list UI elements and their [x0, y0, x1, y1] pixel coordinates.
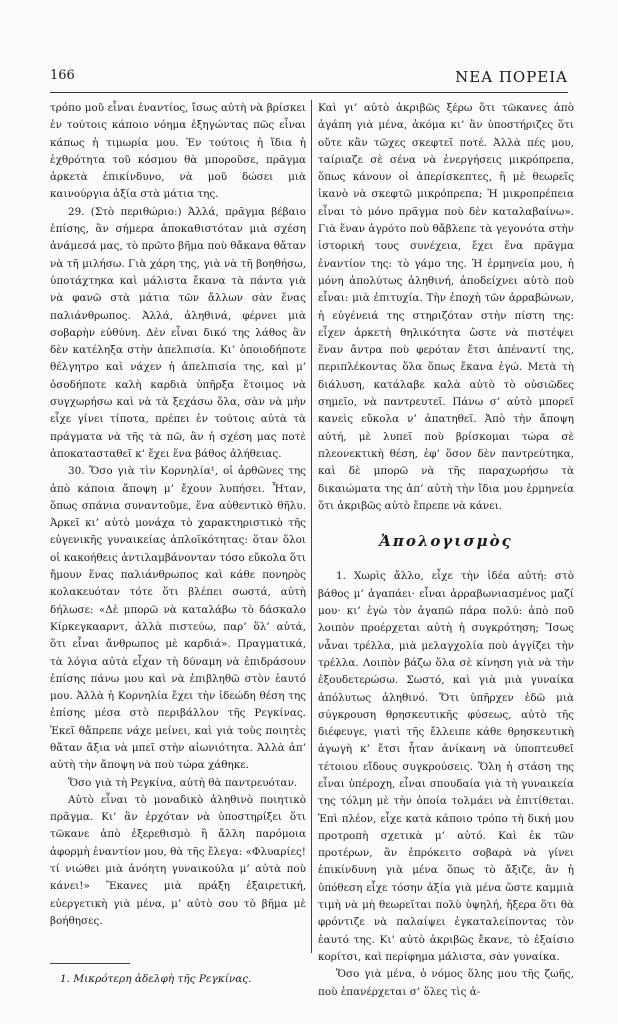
paragraph-30: 30. Ὅσο γιὰ τὶν Κορνηλία¹, οἱ ἀρθῶνες της ἀπὸ κάποια ἄποψη μ’ ἔχουν λυπήσει. Ἦταν, ὅπως σπάνια συναντοῦμε, ἕνα αὐθεντικὸ θῆλυ. Ἀρκεῖ κι’ αὐτὸ μονάχα τὸ χαρακτηριστικὸ τῆς εὐγενικῆς γυναικείας ἀπλοϊκότητας: ὅταν ὅλοι οἱ κακοήθεις ἀντιλαμβάνονταν τόσο εὔκολα ὅτι ἤμουν ἕνας παλιάνθρωπος καὶ κάθε πονηρὸς κολακευόταν τότε ὅτι βλέπει σωστά, αὐτὴ δήλωσε: «Δὲ μπορῶ νὰ καταλάβω τὸ δάσκαλο Κίρκεγκααρντ, ἀλλὰ πιστεύω, παρ’ ὅλ’ αὐτά, ὅτι εἶναι ἄνθρωπος μὲ καρδιά». Πραγματικά, τὰ λόγια αὐτὰ εἶχαν τὴ δύναμη νὰ ἐπιδράσουν ἐπίσης πάνω μου καὶ νὰ ἐπιβληθῶ στὸν ἑαυτό μου. Ἀλλὰ ἡ Κορνηλία ἔχει τὴν ἰδεώδη θέση της ἐπίσης μέσα στὸ περιβάλλον τῆς Ρεγκίνας. Ἐκεῖ θἄπρεπε νάχε μείνει, καὶ γιὰ τοὺς ποιητὲς θἄταν ἄξια νὰ μπεῖ στὴν αἰωνιότητα. Ἀλλὰ ἀπ’ αὐτὴ τὴν ἄποψη νὰ ποὺ τώρα χάθηκε. — [50, 465, 306, 772]
paragraph-1: 1. Χωρὶς ἄλλο, εἶχε τὴν ἰδέα αὐτή: στὸ βάθος μ’ ἀγαπάει· εἶναι ἀρραβωνιασμένος μαζί μου· κι’ ἐγὼ τὸν ἀγαπῶ πάρα πολύ: ἀπὸ ποῦ λοιπὸν προέρχεται αὐτὴ ἡ συγκρότηση; Ἴσως νἆναι τρέλλα, μιὰ μελαγχολία ποὺ ἀγγίζει τὴν τρέλλα. Λοιπὸν βάζω ὅλα σὲ κίνηση γιὰ νὰ τὴν ἐξουδετερώσω. Σωστό, καὶ γιὰ μιὰ γυναίκα ἀπόλυτως ἀληθινό. Ὅτι ὑπῆρχεν ἐδῶ μιὰ σύγκρουση θρησκευτικῆς φύσεως, αὐτὸ τῆς διέφευγε, γιατὶ τῆς ἔλλειπε κάθε θρησκευτικὴ ἀγωγὴ κ’ ἔτσι ἦταν ἀνίκανη νὰ ὑποπτευθεῖ τέτοιου εἴδους συγκρούσεις. Ὅλη ἡ στάση της εἶναι ὑπέροχη, εἶναι σπουδαία γιὰ τὴ γυναικεία της τόλμη μὲ τὴν ὁποία τολμάει νὰ ἐπιτίθεται. Ἐπὶ πλέον, εἶχε κατὰ κάποιο τρόπο τὴ δική μου προτροπὴ σχετικὰ μ’ αὐτό. Καὶ ἐκ τῶν προτέρων, ἂν ἐπρόκειτο σοβαρὰ νὰ γίνει ἐπικίνδυνη γιὰ μένα ὅπως τὸ ἄξιζε, ἂν ἡ ὑπόθεση εἶχε τόσην ἀξία γιὰ μένα ὥστε καμμιὰ τιμὴ νὰ μὴ θεωρεῖται πολὺ ὑψηλή, ἤξερα ὅτι θὰ φρόντιζε νὰ παλαίψει ἐγκαταλείποντας τὸν ἑαυτό της. Κι’ αὐτὸ ἀκριβῶς ἔκανε, τὸ ἐξαίσιο κορίτσι, καὶ περίφημα μάλιστα, σὰν γυναίκα. — [318, 570, 574, 963]
paragraph-regina: Ὅσο γιὰ τὴ Ρεγκίνα, αὐτὴ θὰ παντρευόταν. — [68, 776, 298, 789]
column-divider — [311, 100, 312, 953]
paragraph-continuation-right: Καὶ γι’ αὐτὸ ἀκριβῶς ξέρω ὅτι τῶκανες ἀπὸ ἀγάπη γιὰ μένα, ἀκόμα κι’ ἂν ὑποστήριζες ὅτι οὔτε κἂν τῶχες σκεφτεῖ ποτέ. Ἀλλὰ πές μου, ταίριαζε σὲ σένα νὰ ἐνεργήσεις μικρόπρεπα, ὅπως κάνουν οἱ ἀπερίσκεπτες, ἢ μὲ θεωρεῖς ἱκανὸ νὰ σκεφτῶ μικρόπρεπα; Ἡ μικροπρέπεια εἶναι τὸ μόνο πρᾶγμα ποὺ δὲν καταλαβαίνω». Γιὰ ἕναν ἀγρότο ποὺ θἄβλεπε τὰ γεγονότα στὴν ἱστορική τους συνέχεια, ἔχει ἕνα πρᾶγμα ἐναντίον της: τὸ γάμο της. Ἡ ἑρμηνεία μου, ἡ μόνη ἀπολύτως ἀληθινή, ἀποδείχνει αὐτὸ ποὺ εἶναι: μιὰ ἐπιτυχία. Τὴν ἐποχὴ τῶν ἀρραβώνων, ἡ εὐγένειά της στηριζόταν στὴν πίστη της: εἶχεν ἀρκετὴ θηλικότητα ὥστε νὰ πιστέψει ἕναν ἄντρα ποὺ φερόταν ἔτσι ἀπέναντί της, περιπλέκοντας ὅλα ὅπως ἔκανα ἐγώ. Μετὰ τὴ διάλυση, κατάλαβε καλὰ αὐτὸ τὸ οὐσιῶδες σημεῖο, νὰ παντρευτεῖ. Πάνω σ’ αὐτὸ μπορεῖ κανεὶς εὔκολα ν’ ἀπατηθεῖ. Ἀπὸ τὴν ἄποψη αὐτή, μὲ λυπεῖ ποὺ βρίσκομαι τώρα σὲ πλεονεκτικὴ θέση, ἐφ’ ὅσον δὲν παντρεύτηκα, καὶ δὲ μπορῶ νὰ τῆς παραχωρήσω τὰ δικαιώματα της ἀπ’ αὐτὴ τὴν ἴδια μου ἑρμηνεία ὅτι ἀκριβῶς αὐτὸ ἔπρεπε νὰ κάνει. — [318, 102, 574, 512]
page-number: 166 — [50, 68, 75, 83]
page-header — [50, 68, 568, 88]
right-column — [318, 100, 574, 998]
paragraph-continuation: τρόπο μοῦ εἶναι ἐναντίος, ἴσως αὐτὴ νὰ βρίσκει ἐν τούτοις κάποιο νόημα ἐξηγώντας πῶς εἶναι κάπως ἡ τιμωρία μου. Ἐν τούτοις ἡ ἴδια ἡ ἐχθρότητα τοῦ κόσμου θὰ μποροῦσε, πρᾶγμα ἀρκετὰ ἐπικίνδυνο, νὰ μοῦ δώσει μιὰ καινούργια ἀξία στὰ μάτια της. — [50, 102, 306, 201]
paragraph-poetic: Αὐτὸ εἶναι τὸ μοναδικὸ ἀληθινὸ ποιητικὸ πρᾶγμα. Κι’ ἂν ἐρχόταν νὰ ὑποστηρίξει ὅτι τῶκανε ἀπὸ ἐξερεθισμὸ ἢ ἄλλη παρόμοια ἀφορμὴ ἐναντίον μου, θὰ τῆς ἔλεγα: «Φλυαρίες! τί νιώθει μιὰ ἀνόητη γυναικούλα μ’ αὐτὰ ποὺ κάνει!» Ἔκανες μιὰ πράξη ἐξαιρετική, εὐεργετικὴ γιὰ μένα, μ’ αὐτὸ σου τὸ βῆμα μὲ βοήθησες. — [50, 793, 306, 927]
header-rule — [50, 92, 568, 93]
journal-title: ΝΕΑ ΠΟΡΕΙΑ — [455, 68, 568, 86]
paragraph-29: 29. (Στὸ περιθώριο:) Ἀλλά, πρᾶγμα βέβαιο ἐπίσης, ἂν σήμερα ἀποκαθιστόταν μιὰ σχέση ἀνάμεσά μας, τὸ πρῶτο βῆμα ποὺ θἄκανα θἄταν νὰ τῆ μιλήσω. Γιὰ χάρη της, γιὰ νὰ τῆ βοηθήσω, ὑποτάχτηκα καὶ μάλιστα ἔκανα τὰ πάντα γιὰ νὰ φανῶ στὰ μάτια τῶν ἄλλων σὰν ἕνας παλιάνθρωπος. Ἀλλά, ἀληθινά, φέρνει μιὰ σοβαρὴν εὐθύνη. Δὲν εἶναι δικό της λάθος ἂν δὲν κατέληξα στὴν ἀπελπισία. Κι’ ὁποιοδήποτε θέλγητρο καὶ νάχεν ἡ ἀπελπισία της, καὶ μ’ ὁσοδήποτε καλὴ καρδιὰ ὑπῆρξα ἕτοιμος νὰ συγχωρήσω καὶ νὰ τὰ ξεχάσω ὅλα, σὰν νὰ μὴν εἶχε γίνει τίποτα, πρέπει ἐν τούτοις αὐτὰ τὰ πράγματα νὰ τῆς τὰ πῶ, ἂν ἡ σχέση μας ποτὲ ἀποκατασταθεῖ κ’ ἔχει ἕνα βάθος ἀλήθειας. — [50, 205, 306, 460]
footnote-rule — [50, 963, 130, 964]
section-heading: Ἀπολογισμὸς — [379, 532, 513, 551]
left-column — [50, 100, 306, 990]
footnote: 1. Μικρότερη ἀδελφὴ τῆς Ρεγκίνας. — [60, 973, 252, 985]
paragraph-final: Ὅσο γιὰ μένα, ὁ νόμος ὅλης μου τῆς ζωῆς, ποὺ ἐπανέρχεται σ’ ὅλες τὶς ἀ- — [318, 968, 574, 998]
